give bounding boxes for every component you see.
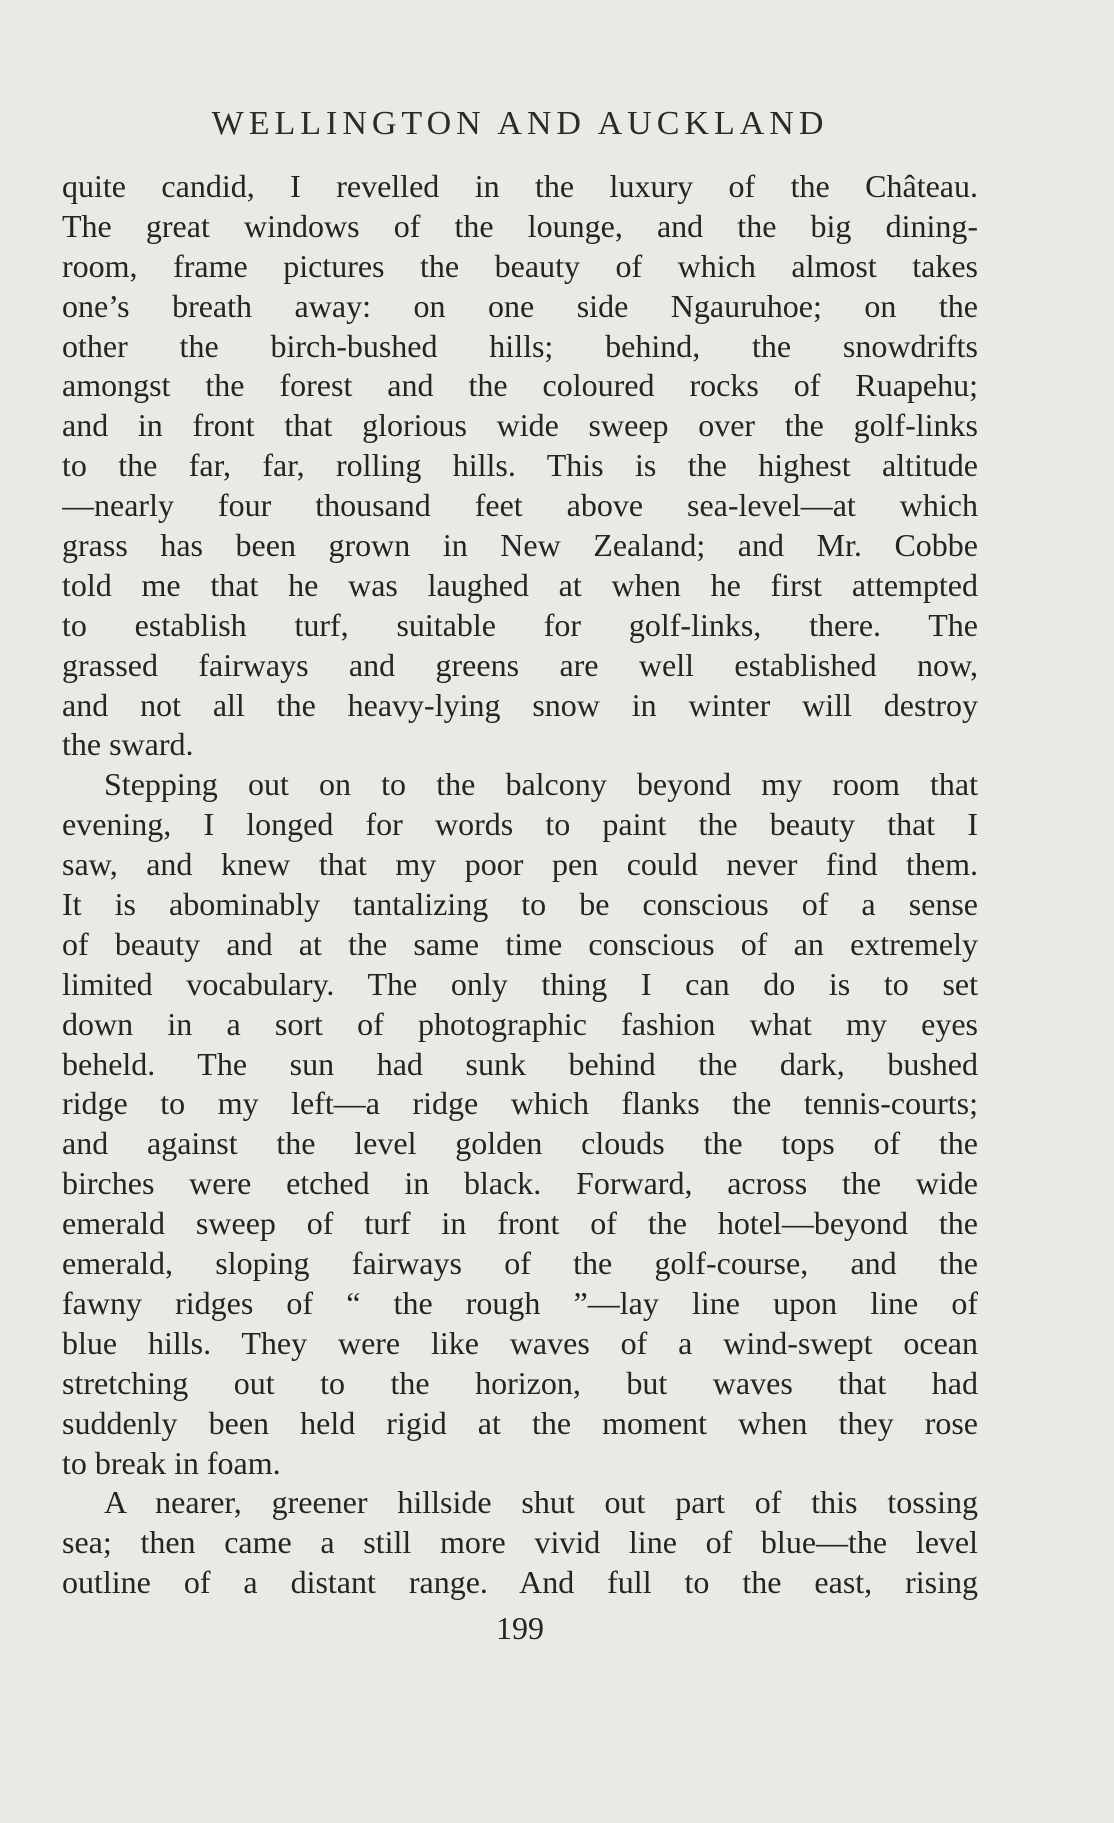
text-line: grassed fairways and greens are well established now, bbox=[62, 646, 978, 683]
body-text bbox=[62, 167, 978, 1603]
text-line: suddenly been held rigid at the moment when they rose bbox=[62, 1404, 978, 1441]
text-line: quite candid, I revelled in the luxury of the Château. bbox=[62, 168, 978, 204]
text-line: to establish turf, suitable for golf-links, there. The bbox=[62, 606, 978, 643]
text-line: stretching out to the horizon, but waves that had bbox=[62, 1364, 978, 1401]
text-line: amongst the forest and the coloured rocks of Ruapehu; bbox=[62, 367, 978, 404]
text-line: one’s breath away: on one side Ngauruhoe; on the bbox=[62, 287, 978, 324]
text-line: birches were etched in black. Forward, across the wide bbox=[62, 1165, 978, 1202]
text-line: and against the level golden clouds the tops of the bbox=[62, 1125, 978, 1162]
text-line: down in a sort of photographic fashion what my eyes bbox=[62, 1005, 978, 1042]
paragraph-start-line: Stepping out on to the balcony beyond my room that bbox=[104, 766, 978, 803]
text-line: other the birch-bushed hills; behind, the snowdrifts bbox=[62, 327, 978, 364]
paragraph-start-line: A nearer, greener hillside shut out part of this tossing bbox=[104, 1484, 978, 1521]
paragraph-end-line: to break in foam. bbox=[62, 1444, 281, 1481]
text-line: and in front that glorious wide sweep over the golf-links bbox=[62, 407, 978, 444]
page-number: 199 bbox=[496, 1610, 544, 1646]
text-line: evening, I longed for words to paint the beauty that I bbox=[62, 806, 978, 843]
text-line: limited vocabulary. The only thing I can do is to set bbox=[62, 965, 978, 1002]
running-head: WELLINGTON AND AUCKLAND bbox=[211, 105, 829, 142]
text-line: saw, and knew that my poor pen could never find them. bbox=[62, 846, 978, 883]
paragraph-end-line: the sward. bbox=[62, 726, 194, 763]
text-line: It is abominably tantalizing to be conscious of a sense bbox=[62, 886, 978, 923]
text-line: emerald, sloping fairways of the golf-course, and the bbox=[62, 1245, 978, 1282]
text-line: room, frame pictures the beauty of which almost takes bbox=[62, 247, 978, 284]
text-line: sea; then came a still more vivid line of blue—the level bbox=[62, 1524, 978, 1561]
text-line: to the far, far, rolling hills. This is the highest altitude bbox=[62, 447, 978, 484]
text-line: emerald sweep of turf in front of the hotel—beyond the bbox=[62, 1205, 978, 1242]
text-line: fawny ridges of “ the rough ”—lay line upon line of bbox=[62, 1284, 978, 1321]
text-line: blue hills. They were like waves of a wind-swept ocean bbox=[62, 1324, 978, 1361]
text-line: of beauty and at the same time conscious of an extremely bbox=[62, 925, 978, 962]
text-line: told me that he was laughed at when he first attempted bbox=[62, 566, 978, 603]
text-line: and not all the heavy-lying snow in winter will destroy bbox=[62, 686, 978, 723]
text-line: grass has been grown in New Zealand; and Mr. Cobbe bbox=[62, 527, 978, 564]
text-line: ridge to my left—a ridge which flanks the tennis-courts; bbox=[62, 1085, 978, 1122]
text-line: outline of a distant range. And full to the east, rising bbox=[62, 1564, 978, 1601]
text-line: The great windows of the lounge, and the big dining- bbox=[62, 207, 978, 244]
text-line: beheld. The sun had sunk behind the dark, bushed bbox=[62, 1045, 978, 1082]
text-line: —nearly four thousand feet above sea-level—at which bbox=[62, 487, 978, 524]
